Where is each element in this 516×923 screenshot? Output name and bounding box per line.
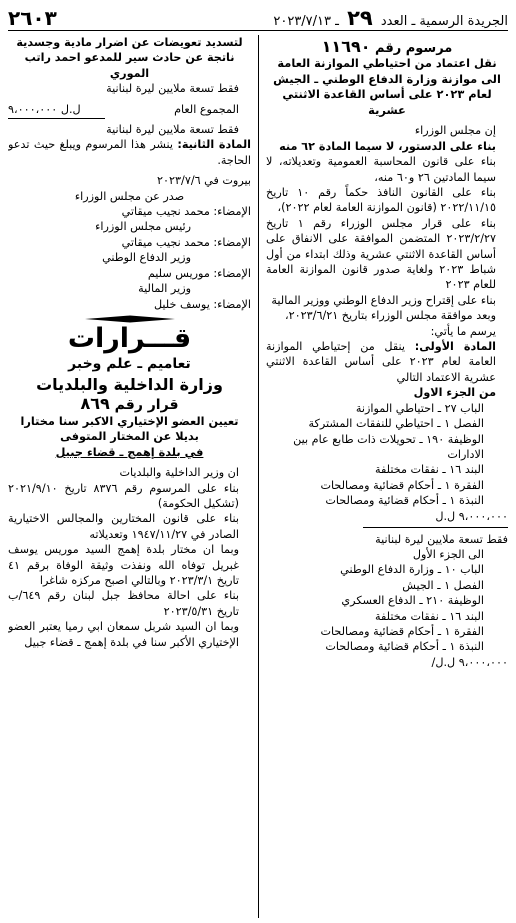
- budget-line: البند ١٦ ـ نفقات مختلفة: [374, 463, 484, 477]
- budget-line: الفقرة ١ ـ أحكام قضائية ومصالحات: [320, 478, 484, 492]
- basis-decision-1: بناء على قرار مجلس الوزراء رقم ١ تاريخ ٢٠٢٣/٢/٢٧ المتضمن الموافقة على الانفاق على أساس القاعدة الاثنتي عشرية وذلك ابتداء من أول شباط ٢٠٢٣ ولغاية صدور قانون الموازنة العامة للعام ٢٠٢٣: [266, 216, 496, 292]
- page-number: ٢٦٠٣: [8, 6, 57, 30]
- decision-basis: وبما ان مختار بلدة إهمج السيد موريس يوسف غبريل توفاه الله ونفذت وثيقة الوفاة برقم ٤١ تاريخ ٢٠٢٣/٣/١ وبالتالي اصبح مركزه شاغرا: [8, 543, 239, 587]
- amount-words: فقط تسعة ملايين ليرة لبنانية: [106, 82, 239, 96]
- decision-title-line: بديلا عن المختار المتوفى: [60, 430, 199, 444]
- amount-value: ٩،٠٠٠،٠٠٠: [8, 102, 58, 116]
- signature: الإمضاء: محمد نجيب ميقاتي: [121, 235, 251, 249]
- section-title: قـــرارات: [67, 322, 192, 354]
- journal-heading: [273, 6, 508, 30]
- two-column-body: [8, 35, 508, 918]
- amount-value: ٩،٠٠٠،٠٠٠: [458, 509, 508, 523]
- basis-approval: وبعد موافقة مجلس الوزراء بتاريخ ٢٠٢٣/٦/٢١،: [285, 309, 496, 323]
- decree-number: ١١٦٩٠: [321, 37, 371, 56]
- budget-line: النبذة ١ ـ أحكام قضائية ومصالحات: [325, 640, 484, 654]
- signature: الإمضاء: موريس سليم: [147, 266, 251, 280]
- article-1-text: ينقل من إحتياطي الموازنة العامة لعام ٢٠٢٣ على أساس القاعدة الاثنتي عشرية الاعتماد التالي: [266, 340, 496, 384]
- purpose-line: لتسديد تعويضات عن اضرار مادية وجسدية: [16, 36, 243, 49]
- basis-proposal: بناء على إقتراح وزير الدفاع الوطني ووزير المالية: [271, 293, 496, 307]
- signatory-title: رئيس مجلس الوزراء: [95, 220, 191, 234]
- decree-title-line: الى موازنة وزارة الدفاع الوطني ـ الجيش: [273, 71, 501, 86]
- decision-title-line: في بلدة إهمج ـ قضاء جبيل: [55, 445, 204, 459]
- amount-line: [266, 509, 508, 525]
- budget-line: الباب ١٠ ـ وزارة الدفاع الوطني: [340, 563, 484, 577]
- budget-line: الفصل ١ ـ الجيش: [402, 578, 484, 592]
- section-subtitle: تعاميم ـ علم وخبر: [68, 355, 191, 372]
- article-2-label: المادة الثانية:: [177, 138, 251, 152]
- ornament-divider-shape: [85, 315, 175, 323]
- budget-line: البند ١٦ ـ نفقات مختلفة: [374, 609, 484, 623]
- decision-basis: بناء على احالة محافظ جبل لبنان رقم ٦٤٩/ب تاريخ ٢٠٢٣/٥/٣١: [8, 589, 239, 618]
- decree-heading: [266, 37, 508, 56]
- journal-title: الجريدة الرسمية ـ العدد: [380, 14, 508, 29]
- issued-by: صدر عن مجلس الوزراء: [74, 189, 185, 203]
- decree-title-line: لعام ٢٠٢٣ على أساس القاعدة الاثنتي عشرية: [282, 87, 492, 117]
- decision-basis: بناء على المرسوم رقم ٨٣٧٦ تاريخ ٢٠٢١/٩/١٠ (تشكيل الحكومة): [8, 481, 239, 510]
- budget-line: الباب ٢٧ ـ احتياطي الموازنة: [355, 401, 484, 415]
- decision-heading: [8, 395, 251, 414]
- basis-constitution: بناء على الدستور، لا سيما المادة ٦٢ منه: [279, 139, 496, 153]
- decree-label: مرسوم رقم: [375, 41, 453, 56]
- basis-accounting-law: بناء على قانون المحاسبة العمومية وتعديلاته، لا سيما المادتين ٢٦ و٦٠ منه،: [266, 155, 496, 184]
- total-label: المجموع العام: [174, 102, 239, 116]
- page-header: [8, 6, 508, 31]
- currency-label: ل.ل: [435, 509, 456, 523]
- left-column: [8, 35, 258, 918]
- decrees-statement: يرسم ما يأتي:: [430, 324, 496, 338]
- decree-title-line: نقل اعتماد من احتياطي الموازنة العامة: [277, 56, 497, 70]
- total-amount: [8, 102, 81, 117]
- signatory-title: وزير الدفاع الوطني: [102, 251, 191, 265]
- signature: الإمضاء: يوسف خليل: [153, 297, 251, 311]
- total-row: [8, 102, 251, 117]
- decision-basis: وبما ان السيد شربل سمعان ابي رميا يعتبر العضو الإختياري الأكبر سنا في بلدة إهمج ـ قضاء جبيل: [8, 620, 239, 649]
- budget-line: الفقرة ١ ـ أحكام قضائية ومصالحات: [320, 624, 484, 638]
- decision-basis: بناء على قانون المختارين والمجالس الاختيارية الصادر في ١٩٤٧/١١/٢٧ وتعديلاته: [8, 512, 239, 541]
- article-2-text: ينشر هذا المرسوم ويبلغ حيث تدعو الحاجة.: [8, 138, 251, 167]
- basis-law-10: بناء على القانون النافذ حكماً رقم ١٠ تاريخ ٢٠٢٢/١١/١٥ (قانون الموازنة العامة لعام ٢٠٢٢)،: [266, 186, 496, 215]
- budget-line: الفصل ١ ـ احتياطي للنفقات المشتركة: [308, 417, 484, 431]
- divider-rule: [8, 118, 105, 119]
- article-2: [8, 137, 251, 168]
- decision-number: ٨٦٩: [80, 393, 110, 413]
- minister-intro: ان وزير الداخلية والبلديات: [119, 466, 239, 480]
- signature: الإمضاء: محمد نجيب ميقاتي: [121, 205, 251, 219]
- budget-line: النبذة ١ ـ أحكام قضائية ومصالحات: [325, 494, 484, 508]
- divider-rule: [363, 527, 508, 528]
- article-1-label: المادة الأولى:: [414, 340, 496, 354]
- ministry-title: وزارة الداخلية والبلديات: [36, 374, 223, 394]
- article-1: [266, 339, 508, 385]
- council-intro: إن مجلس الوزراء: [414, 124, 496, 138]
- right-column: [258, 35, 508, 918]
- from-part-label: من الجزء الاول: [413, 386, 496, 400]
- decision-title-line: تعيين العضو الإختياري الاكبر سنا مختارا: [20, 414, 239, 428]
- amount-words: فقط تسعة ملايين ليرة لبنانية: [106, 123, 239, 137]
- decision-label: قرار رقم: [114, 396, 179, 413]
- place-date: بيروت في ٢٠٢٣/٧/٦: [157, 174, 251, 188]
- to-part-label: الى الجزء الأول: [412, 547, 484, 561]
- budget-line: الوظيفة ٢١٠ ـ الدفاع العسكري: [341, 594, 484, 608]
- amount-value: ٩،٠٠٠،٠٠٠: [458, 655, 508, 669]
- amount-line: [266, 655, 508, 671]
- issue-number: ٢٩: [347, 6, 373, 30]
- currency-label: /ل.ل: [431, 655, 456, 669]
- issue-date: ـ ٢٠٢٣/٧/١٣: [273, 14, 339, 29]
- signatory-title: وزير المالية: [138, 282, 191, 296]
- budget-line: الوظيفة ١٩٠ ـ تحويلات ذات طابع عام بين الادارات: [293, 432, 484, 461]
- amount-words: فقط تسعة ملايين ليرة لبنانية: [375, 532, 508, 546]
- currency-label: ل.ل: [60, 102, 81, 116]
- purpose-line: ناتجة عن حادث سير للمدعو احمد راتب الموري: [24, 51, 235, 80]
- ornament-divider: [8, 315, 251, 323]
